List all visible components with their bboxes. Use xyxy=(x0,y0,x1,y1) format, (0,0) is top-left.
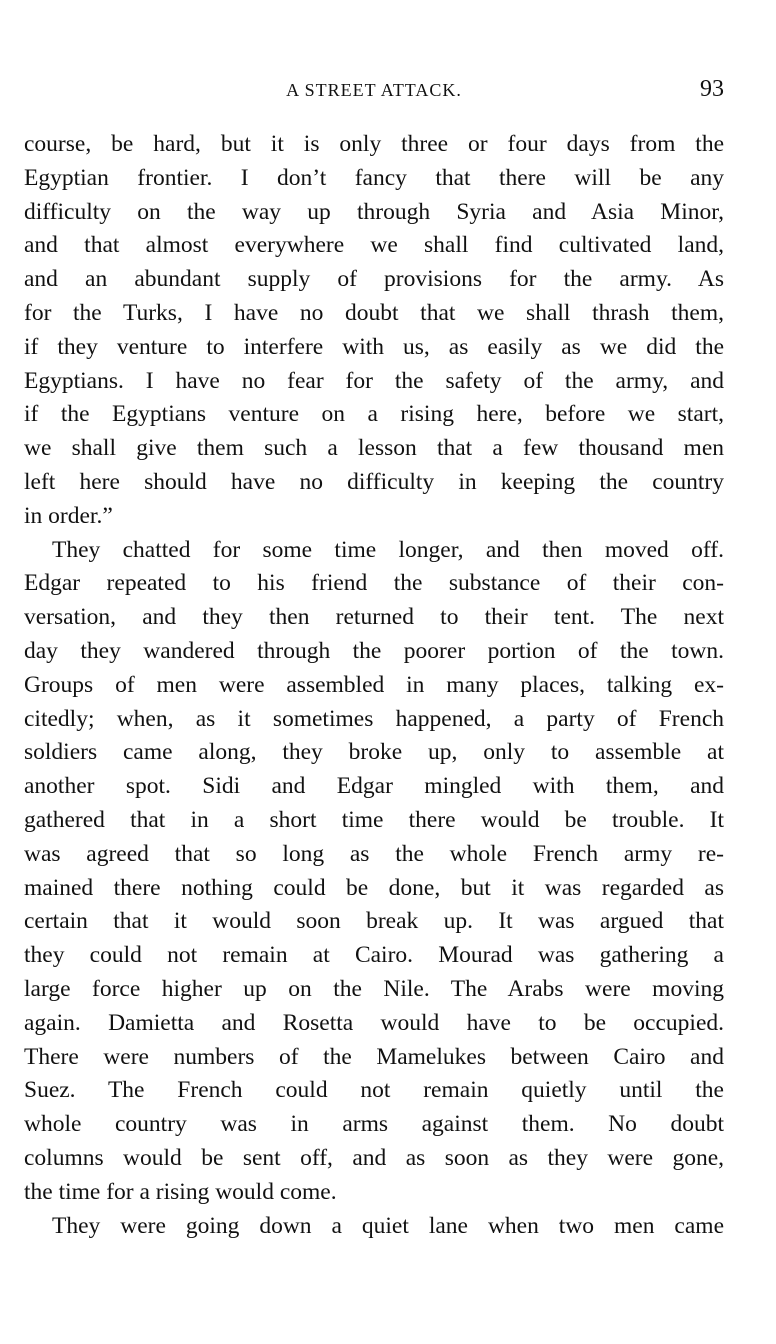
text-line: versation, and they then returned to their tent. The next xyxy=(24,604,724,631)
text-line: soldiers came along, they broke up, only to assemble at xyxy=(24,739,724,766)
text-line: was agreed that so long as the whole French army re- xyxy=(24,840,724,867)
text-line: if the Egyptians venture on a rising here, before we start, xyxy=(24,401,724,428)
text-line: and an abundant supply of provisions for the army. As xyxy=(24,266,724,293)
text-line: the time for a rising would come. xyxy=(24,1178,337,1205)
text-line: they could not remain at Cairo. Mourad was gathering a xyxy=(24,942,724,969)
text-line: again. Damietta and Rosetta would have to be occupied. xyxy=(24,1009,724,1036)
text-line: for the Turks, I have no doubt that we shall thrash them, xyxy=(24,299,724,326)
text-line: Egyptians. I have no fear for the safety of the army, and xyxy=(24,367,724,394)
text-line: Edgar repeated to his friend the substance of their con- xyxy=(24,570,724,597)
body-text xyxy=(24,128,724,1243)
running-head: A STREET ATTACK. xyxy=(286,80,462,100)
text-line: citedly; when, as it sometimes happened, a party of French xyxy=(24,705,724,732)
paragraph xyxy=(24,1210,724,1244)
text-line: They were going down a quiet lane when two men came xyxy=(52,1212,724,1239)
page-header xyxy=(24,76,724,108)
text-line: mained there nothing could be done, but it was regarded as xyxy=(24,874,724,901)
text-line: whole country was in arms against them. No doubt xyxy=(24,1111,724,1138)
text-line: Groups of men were assembled in many places, talking ex- xyxy=(24,671,724,698)
text-line: difficulty on the way up through Syria and Asia Minor, xyxy=(24,198,724,225)
text-line: if they venture to interfere with us, as easily as we did the xyxy=(24,333,724,360)
text-line: Egyptian frontier. I don’t fancy that there will be any xyxy=(24,164,724,191)
text-line: large force higher up on the Nile. The Arabs were moving xyxy=(24,975,724,1002)
text-line: another spot. Sidi and Edgar mingled with them, and xyxy=(24,773,724,800)
text-line: gathered that in a short time there would be trouble. It xyxy=(24,806,724,833)
text-line: columns would be sent off, and as soon as they were gone, xyxy=(24,1144,724,1171)
text-line: They chatted for some time longer, and then moved off. xyxy=(52,536,724,563)
text-line: we shall give them such a lesson that a few thousand men xyxy=(24,435,724,462)
text-line: Suez. The French could not remain quietly until the xyxy=(24,1077,724,1104)
text-line: course, be hard, but it is only three or four days from the xyxy=(24,131,724,157)
page-number: 93 xyxy=(700,76,724,102)
text-line: and that almost everywhere we shall find cultivated land, xyxy=(24,232,724,259)
text-line: There were numbers of the Mamelukes between Cairo and xyxy=(24,1043,724,1070)
text-line: day they wandered through the poorer portion of the town. xyxy=(24,637,724,664)
paragraph xyxy=(24,534,724,1210)
text-line: certain that it would soon break up. It was argued that xyxy=(24,908,724,935)
text-line: left here should have no difficulty in keeping the country xyxy=(24,468,724,495)
paragraph xyxy=(24,128,724,534)
text-line: in order.” xyxy=(24,502,113,529)
